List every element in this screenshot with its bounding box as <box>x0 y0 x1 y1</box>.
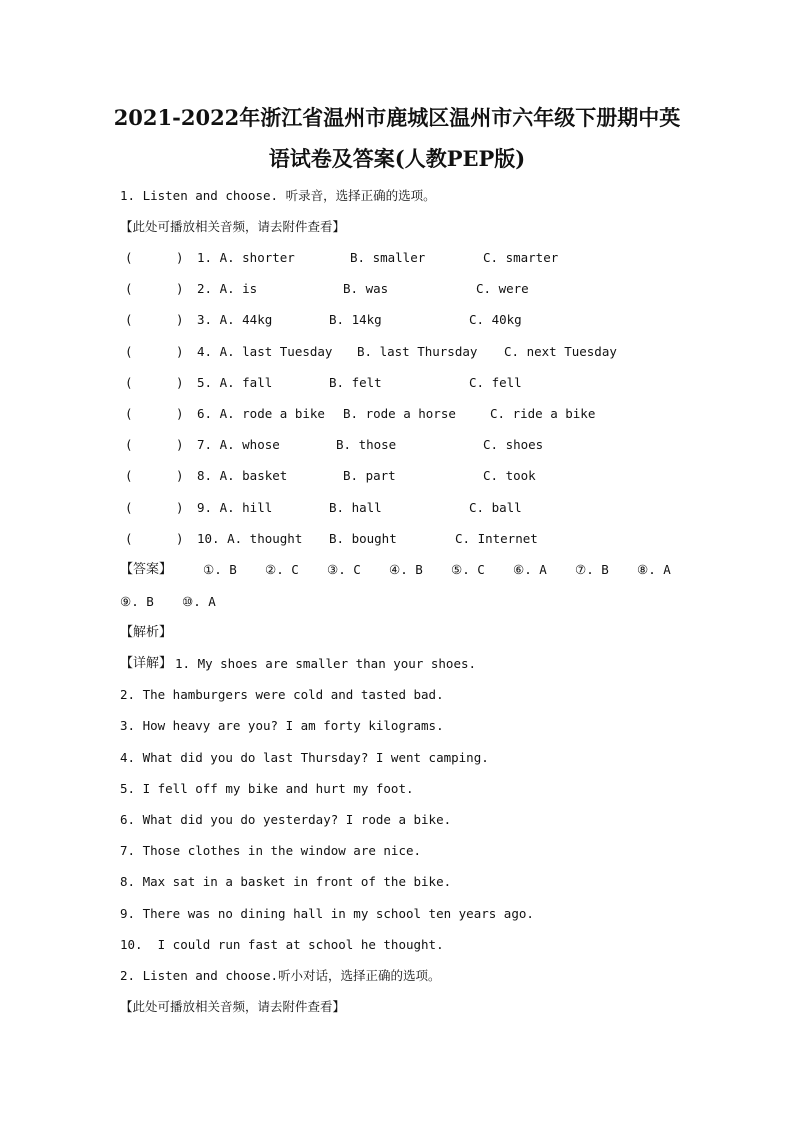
question-close: ) <box>176 312 184 328</box>
answer-item: ⑨. B <box>120 594 154 609</box>
question-option-b: B. rode a horse <box>343 406 456 421</box>
question-num: 4. A. last Tuesday <box>197 343 333 359</box>
explanation-line: 4. What did you do last Thursday? I went camping. <box>120 749 489 765</box>
question-option-b: B. part <box>343 468 396 484</box>
question-open: ( <box>125 406 133 421</box>
question-option-c: C. were <box>476 281 529 297</box>
question-num: 6. A. rode a bike <box>197 406 325 421</box>
question-close: ) <box>176 530 184 546</box>
question-close: ) <box>176 374 184 390</box>
answer-item: ⑥. A <box>513 562 547 577</box>
question-open: ( <box>125 468 133 484</box>
question-close: ) <box>176 499 184 515</box>
explanation-line: 10. I could run fast at school he thought. <box>120 936 444 952</box>
question-open: ( <box>125 374 133 390</box>
question-option-c: C. shoes <box>483 437 544 453</box>
explanation-line: 7. Those clothes in the window are nice. <box>120 843 422 859</box>
answer-item: ⑩. A <box>182 594 216 609</box>
question-option-c: C. fell <box>469 374 522 390</box>
question-option-b: B. 14kg <box>329 312 382 328</box>
question-option-b: B. last Thursday <box>357 343 478 359</box>
explanation-line: 6. What did you do yesterday? I rode a bike. <box>120 812 452 827</box>
question-num: 9. A. hill <box>197 499 273 515</box>
question-option-c: C. ball <box>469 499 522 515</box>
section1-audio-note: 【此处可播放相关音频，请去附件查看】 <box>120 219 346 234</box>
question-close: ) <box>176 343 184 359</box>
answer-item: ⑦. B <box>575 562 609 577</box>
question-option-c: C. Internet <box>455 530 538 546</box>
question-num: 7. A. whose <box>197 437 280 453</box>
answer-item: ①. B <box>203 562 237 577</box>
answer-item: ④. B <box>389 562 423 577</box>
explanation-line: 5. I fell off my bike and hurt my foot. <box>120 780 414 796</box>
question-option-c: C. smarter <box>483 250 559 265</box>
question-open: ( <box>125 343 133 359</box>
question-close: ) <box>176 250 184 265</box>
question-option-b: B. smaller <box>350 250 426 265</box>
question-open: ( <box>125 250 133 265</box>
question-close: ) <box>176 406 184 421</box>
question-option-b: B. felt <box>329 374 382 390</box>
question-option-c: C. ride a bike <box>490 406 596 421</box>
section2-audio-note: 【此处可播放相关音频，请去附件查看】 <box>120 999 346 1014</box>
question-option-b: B. was <box>343 281 389 297</box>
question-open: ( <box>125 281 133 297</box>
explanation-line: 2. The hamburgers were cold and tasted bad. <box>120 687 444 703</box>
question-num: 3. A. 44kg <box>197 312 273 328</box>
explanation-line: 1. My shoes are smaller than your shoes. <box>175 656 477 671</box>
answer-label: 【答案】 <box>120 562 173 577</box>
question-option-b: B. bought <box>329 530 397 546</box>
question-open: ( <box>125 530 133 546</box>
question-open: ( <box>125 437 133 453</box>
question-num: 2. A. is <box>197 281 258 297</box>
explanation-line: 3. How heavy are you? I am forty kilograms. <box>120 718 444 734</box>
question-close: ) <box>176 281 184 297</box>
question-option-c: C. 40kg <box>469 312 522 328</box>
question-close: ) <box>176 437 184 453</box>
question-option-c: C. took <box>483 468 536 484</box>
answer-item: ⑧. A <box>637 562 671 577</box>
detail-label: 【详解】 <box>120 656 173 671</box>
answer-item: ③. C <box>327 562 361 577</box>
question-option-b: B. those <box>336 437 397 453</box>
question-option-c: C. next Tuesday <box>504 343 617 359</box>
answer-item: ②. C <box>265 562 299 577</box>
section2-heading: 2. Listen and choose.听小对话，选择正确的选项。 <box>120 968 441 983</box>
question-num: 10. A. thought <box>197 530 303 546</box>
question-num: 5. A. fall <box>197 374 273 390</box>
question-close: ) <box>176 468 184 484</box>
explanation-line: 9. There was no dining hall in my school ten years ago. <box>120 905 534 921</box>
question-num: 1. A. shorter <box>197 250 295 265</box>
explanation-line: 8. Max sat in a basket in front of the bike. <box>120 874 452 890</box>
answer-item: ⑤. C <box>451 562 485 577</box>
document-title-line2: 语试卷及答案(人教PEP版) <box>268 146 526 171</box>
question-open: ( <box>125 312 133 328</box>
section1-heading: 1. Listen and choose. 听录音，选择正确的选项。 <box>120 188 436 203</box>
question-num: 8. A. basket <box>197 468 288 484</box>
question-open: ( <box>125 499 133 515</box>
question-option-b: B. hall <box>329 499 382 515</box>
document-title-line1: 2021-2022年浙江省温州市鹿城区温州市六年级下册期中英 <box>113 105 681 130</box>
analysis-label: 【解析】 <box>120 625 173 640</box>
